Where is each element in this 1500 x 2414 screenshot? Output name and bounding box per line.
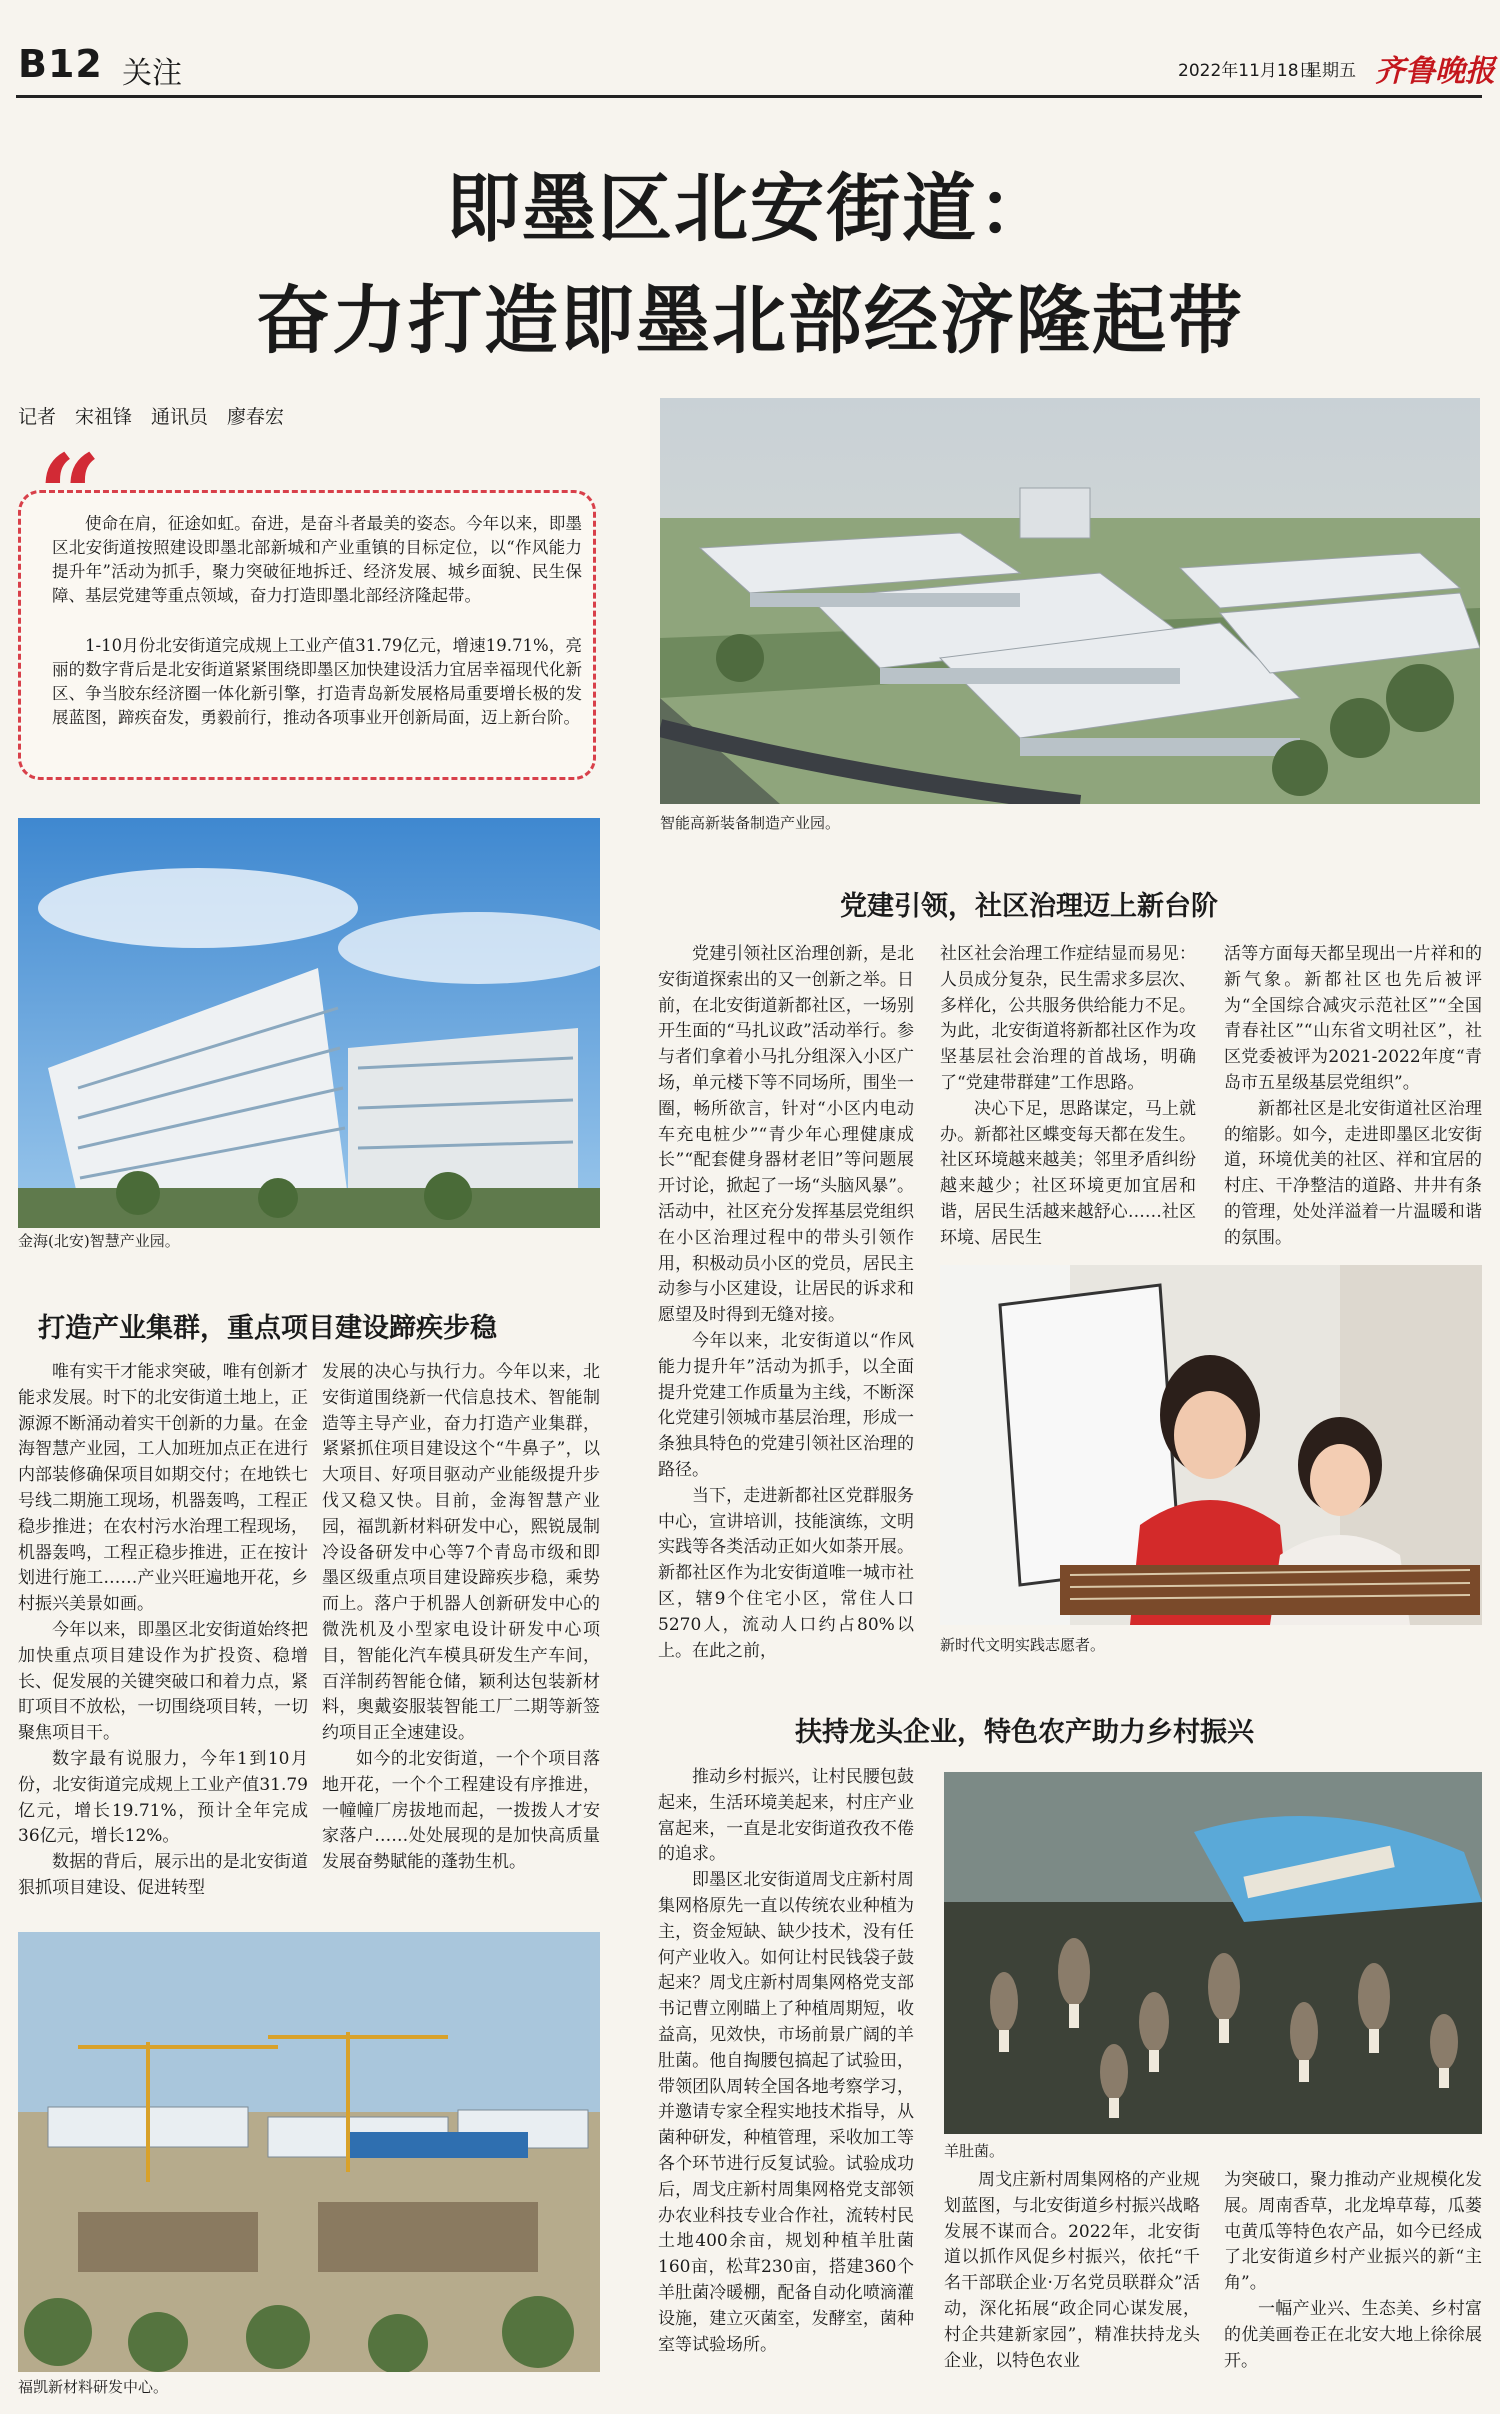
section-label: 关注 xyxy=(122,56,182,91)
section3-column-1 xyxy=(658,1765,914,2358)
paragraph: 数据的背后，展示出的是北安街道狠抓项目建设、促进转型 xyxy=(18,1852,308,1898)
paragraph: 为突破口，聚力推动产业规模化发展。周南香草，北龙埠草莓，瓜蒌屯黄瓜等特色农产品，如今已经成了北安街道乡村产业振兴的新“主角”。 xyxy=(1224,2170,1482,2294)
fukai-center-photo xyxy=(18,1932,600,2372)
paragraph: 周戈庄新村周集网格的产业规划蓝图，与北安街道乡村振兴战略发展不谋而合。2022年，北安街道以抓作风促乡村振兴，依托“千名干部联企业·万名党员联群众”活动，深化拓展“政企同心谋发展，村企共建新家园”，精准扶持龙头企业，以特色农业 xyxy=(944,2170,1200,2371)
section3-title: 扶持龙头企业，特色农产助力乡村振兴 xyxy=(795,1717,1254,1748)
section1-title: 打造产业集群，重点项目建设蹄疾步稳 xyxy=(38,1313,497,1344)
section2-column-3 xyxy=(1224,942,1482,1252)
paragraph: 如今的北安街道，一个个项目落地开花，一个个工程建设有序推进，一幢幢厂房拔地而起，一拨拨人才安家落户……处处展现的是加快高质量发展奋勢賦能的蓬勃生机。 xyxy=(322,1748,600,1873)
caption-jinhai-park: 金海(北安)智慧产业园。 xyxy=(18,1232,180,1250)
section1-column-1 xyxy=(18,1360,308,1902)
paragraph: 今年以来，北安街道以“作风能力提升年”活动为抓手，以全面提升党建工作质量为主线，不断深化党建引领城市基层治理，形成一条独具特色的党建引领社区治理的路径。 xyxy=(658,1330,914,1480)
paragraph: 社区社会治理工作症结显而易见：人员成分复杂，民生需求多层次、多样化，公共服务供给能力不足。为此，北安街道将新都社区作为攻坚基层社会治理的首战场，明确了“党建带群建”工作思路。 xyxy=(940,944,1196,1093)
issue-date: 2022年11月18日 xyxy=(1178,61,1316,81)
page-number: B12 xyxy=(18,42,103,86)
paragraph: 决心下足，思路谋定，马上就办。新都社区蝶变每天都在发生。社区环境越来越美；邻里矛盾纠纷越来越少；社区环境更加宜居和谐，居民生活越来越舒心……社区环境、居民生 xyxy=(940,1098,1196,1248)
paragraph: 活等方面每天都呈现出一片祥和的新气象。新都社区也先后被评为“全国综合减灾示范社区”“全国青春社区”“山东省文明社区”，社区党委被评为2021-2022年度“青岛市五星级基层党组织”。 xyxy=(1224,944,1482,1093)
section2-column-1 xyxy=(658,942,914,1664)
newspaper-logo: 齐鲁晚报 xyxy=(1375,54,1495,89)
section3-column-3 xyxy=(1224,2168,1482,2374)
jinhai-park-photo xyxy=(18,818,600,1228)
caption-morel: 羊肚菌。 xyxy=(944,2142,1005,2160)
section1-column-2 xyxy=(322,1360,600,1876)
byline: 记者 宋祖锋 通讯员 廖春宏 xyxy=(18,406,285,428)
paragraph: 数字最有说服力，今年1到10月份，北安街道完成规上工业产值31.79亿元，增长19.71%，预计全年完成36亿元，增长12%。 xyxy=(18,1748,308,1847)
paragraph: 发展的决心与执行力。今年以来，北安街道围绕新一代信息技术、智能制造等主导产业，奋力打造产业集群，紧紧抓住项目建设这个“牛鼻子”，以大项目、好项目驱动产业能级提升步伐又稳又快。目前，金海智慧产业园，福凯新材料研发中心，熙锐晟制冷设备研发中心等7个青岛市级和即墨区级重点项目建设蹄疾步稳，乘势而上。落户于机器人创新研发中心的微洗机及小型家电设计研发中心项目，智能化汽车模具研发生产车间，百洋制药智能仓储，颖利达包装新材料，奥戴姿服装智能工厂二期等新签约项目正全速建设。 xyxy=(322,1362,600,1744)
volunteer-photo xyxy=(940,1265,1482,1625)
paragraph: 推动乡村振兴，让村民腰包鼓起来，生活环境美起来，村庄产业富起来，一直是北安街道孜孜不倦的追求。 xyxy=(658,1767,914,1865)
morel-photo xyxy=(944,1772,1482,2134)
paragraph: 即墨区北安街道周戈庄新村周集网格原先一直以传统农业种植为主，资金短缺、缺少技术，没有任何产业收入。如何让村民钱袋子鼓起来？周戈庄新村周集网格党支部书记曹立刚瞄上了种植周期短，收益高，见效快，市场前景广阔的羊肚菌。他自掏腰包搞起了试验田，带领团队周转全国各地考察学习，并邀请专家全程实地技术指导，从菌种研发，种植管理，采收加工等各个环节进行反复试验。试验成功后，周戈庄新村周集网格党支部领办农业科技专业合作社，流转村民土地400余亩，规划种植羊肚菌160亩，松茸230亩，搭建360个羊肚菌冷暖棚，配备自动化喷滴灌设施，建立灭菌室，发酵室，菌种室等试验场所。 xyxy=(658,1870,914,2355)
paragraph: 今年以来，即墨区北安街道始终把加快重点项目建设作为扩投资、稳增长、促发展的关键突破口和着力点，紧盯项目不放松，一切围绕项目转，一切聚焦项目干。 xyxy=(18,1619,308,1744)
headline-line1: 即墨区北安街道： xyxy=(446,166,1054,252)
section2-title: 党建引领，社区治理迈上新台阶 xyxy=(840,891,1218,922)
headline-line2: 奋力打造即墨北部经济隆起带 xyxy=(256,278,1244,364)
lead-paragraph-2: 1-10月份北安街道完成规上工业产值31.79亿元，增速19.71%，亮丽的数字背后是北安街道紧紧围绕即墨区加快建设活力宜居幸福现代化新区、争当胶东经济圈一体化新引擎，打造青岛新发展格局重要增长极的发展蓝图，蹄疾奋发，勇毅前行，推动各项事业开创新局面，迈上新台阶。 xyxy=(52,636,582,727)
caption-industrial-park: 智能高新装备制造产业园。 xyxy=(660,814,841,832)
paragraph: 新都社区是北安街道社区治理的缩影。如今，走进即墨区北安街道，环境优美的社区、祥和宜居的村庄、干净整洁的道路、井井有条的管理，处处洋溢着一片温暖和谐的氛围。 xyxy=(1224,1098,1482,1248)
header-rule xyxy=(16,95,1482,98)
paragraph: 唯有实干才能求突破，唯有创新才能求发展。时下的北安街道土地上，正源源不断涌动着实干创新的力量。在金海智慧产业园，工人加班加点正在进行内部装修确保项目如期交付；在地铁七号线二期施工现场，机器轰鸣，工程正稳步推进；在农村污水治理工程现场，机器轰鸣，工程正稳步推进，正在按计划进行施工……产业兴旺遍地开花，乡村振兴美景如画。 xyxy=(18,1362,308,1615)
caption-volunteer: 新时代文明实践志愿者。 xyxy=(940,1636,1106,1654)
issue-weekday: 星期五 xyxy=(1305,61,1356,81)
section3-column-2 xyxy=(944,2168,1200,2374)
paragraph: 当下，走进新都社区党群服务中心，宣讲培训，技能演练，文明实践等各类活动正如火如荼开展。新都社区作为北安街道唯一城市社区，辖9个住宅小区，常住人口5270人，流动人口约占80%以上。在此之前， xyxy=(658,1485,914,1661)
caption-fukai-center: 福凯新材料研发中心。 xyxy=(18,2378,169,2396)
lead-paragraph-1: 使命在肩，征途如虹。奋进，是奋斗者最美的姿态。今年以来，即墨区北安街道按照建设即墨北部新城和产业重镇的目标定位，以“作风能力提升年”活动为抓手，聚力突破征地拆迁、经济发展、城乡面貌、民生保障、基层党建等重点领域，奋力打造即墨北部经济隆起带。 xyxy=(52,514,582,605)
paragraph: 一幅产业兴、生态美、乡村富的优美画卷正在北安大地上徐徐展开。 xyxy=(1224,2298,1482,2371)
section2-column-2 xyxy=(940,942,1196,1252)
paragraph: 党建引领社区治理创新，是北安街道探索出的又一创新之举。日前，在北安街道新都社区，一场别开生面的“马扎议政”活动举行。参与者们拿着小马扎分组深入小区广场，单元楼下等不同场所，围坐一圈，畅所欲言，针对“小区内电动车充电桩少”“青少年心理健康成长”“配套健身器材老旧”等问题展开讨论，掀起了一场“头脑风暴”。活动中，社区充分发挥基层党组织在小区治理过程中的带头引领作用，积极动员小区的党员，居民主动参与小区建设，让居民的诉求和愿望及时得到无缝对接。 xyxy=(658,944,914,1326)
quote-mark-icon: “ xyxy=(38,430,102,559)
industrial-park-photo xyxy=(660,398,1480,804)
